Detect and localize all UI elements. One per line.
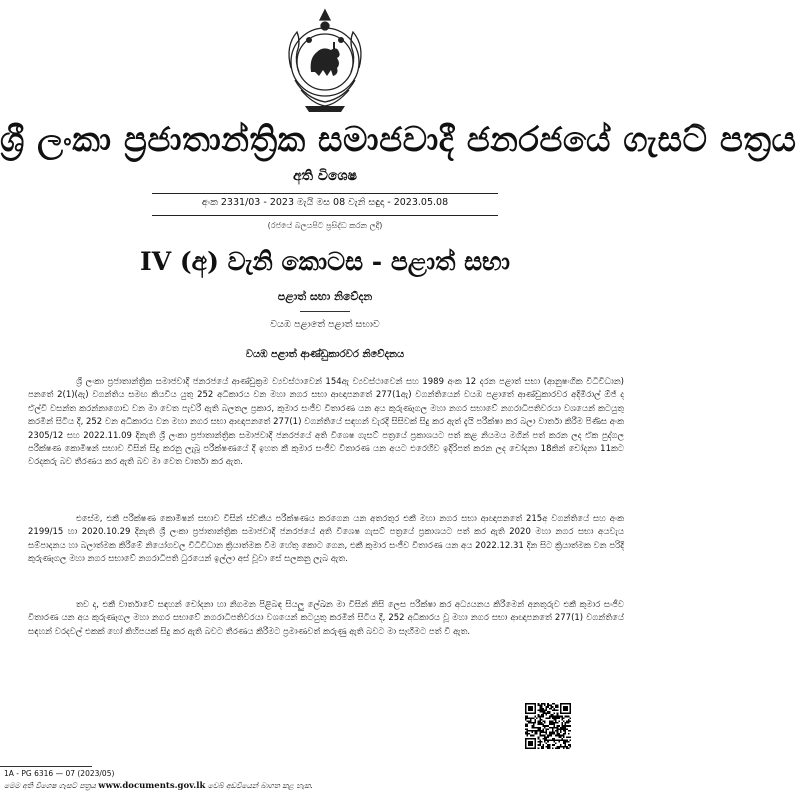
issue-line-bottom-rule — [152, 215, 498, 216]
footer-rule — [0, 766, 92, 767]
extraordinary-label: අති විශෙෂ — [293, 168, 357, 184]
notice-title: වයඹ පළාත් ආණ්ඩුකාරවර නිවේදනය — [245, 349, 405, 360]
body-paragraph-2: එසේම, එකී පරීක්ෂණ කොමිෂන් සභාව විසින් ස්වකීය පරීක්ෂණය කරගෙන යන අතරතුර එකී මහා නගර සභා ආඥාපනතේ 215අ වගන්තියේ සහ අංක 2199/15 හා 2020.10.29 දිනැති ශ්‍රී ලංකා ප්‍රජාතාන්ත්‍රික සමාජවාදී ජනරජයේ අති විශෙෂ ගැසට් පත්‍රයේ ප්‍රකාශයට පත් කර ඇති 2020 මහා නගර සභා අයවැය සම්පාදනය හා බලාත්මක කිරීමේ නියෝගවල විධිවිධාන ක්‍රියාත්මක වීම හේතු කොට ගෙන, එකී කුමාර සංජීව විතාරණ යන අය 2022.12.31 දින සිට ක්‍රියාත්මක වන පරිදි කුරුණෑගල මහා නගර සභාවේ නගරාධිපති ධුරයෙන් ඉල්ලා අස් වූවා සේ සලකනු ලැබ ඇත. — [28, 514, 624, 565]
issue-line-top-rule — [152, 193, 498, 194]
authority-line: (රජයේ බලයපිට ප්‍රසිද්ධ කරන ලදී) — [267, 221, 383, 230]
section-name: වයඹ පළාතේ පළාත් සභාව — [270, 319, 380, 330]
body-paragraph-1: ශ්‍රී ලංකා ප්‍රජාතාන්ත්‍රික සමාජවාදී ජනරජයේ ආණ්ඩුක්‍රම ව්‍යවස්ථාවෙන් 154ඇ ව්‍යවස්ථාවෙන් සහ 1989 අංක 12 දරන පළාත් සභා (ආනුෂංගික විධිවිධාන) පනතේ 2(1)(ඇ) වගන්තිය සමඟ කියවිය යුතු 252 අධිකාරය වන මහා නගර සභා ආඥාපනතේ 277(1ඇ) වගන්තියෙන් වයඹ පළාතේ ආණ්ඩුකාරවර අදිමිරාල් ඕජ් ද ඒ‍ල්වි වසන්ත කරන්නාගොඩ වන මා වෙත පැවරී ඇති බලතල ප්‍රකාර, කුමාර සංජීව විතාරණ යන අය කුරුණෑගල මහා නගර සභාවේ නගරාධිපතිවරයා වශයෙන් කටයුතු කරමින් සිටිය දී, 252 වන අධිකාරය වන මහා නගර සභා ආඥාපනතේ 277(1) වගන්තියේ සඳහන් වැරදි සිසිවක් සිදු කර ඇත් දැයි පරීක්ෂා කර බලා වාර්තා කිරීම පිණිස අංක 2305/12 සහ 2022.11.09 දිනැති ශ්‍රී ලංකා ප්‍රජාතාන්ත්‍රික සමාජවාදී ජනරජයේ අති විශෙෂ ගැසට් පත්‍රයේ ප්‍රකාශයට පත් කළ නියමය මගින් පත් කරන ලද ඒක පුද්ගල පරීක්ෂණ කොමිෂන් සභාව විසින් සිදු කරනු ලැබූ පරීක්ෂණයේ දී ඉහත කී කුමාර සංජීව විතාරණ යන අයට එරෙහිව ඉදිරිපත් කරන ලද චෝදනා 18කින් චෝදනා 11කට වරදකරු බව තීරණය කර ඇති බව මා වෙත වාර්තා කර ඇත. — [28, 377, 624, 468]
sri-lanka-emblem-icon — [275, 6, 375, 114]
section-divider — [300, 311, 350, 312]
documents-website-link[interactable]: www.documents.gov.lk — [98, 781, 206, 791]
footer-note-suffix: වෙබ් අඩවියෙන් බාගත කළ හැක. — [207, 781, 313, 790]
gazette-title: ශ්‍රී ලංකා ප්‍රජාතාන්ත්‍රික සමාජවාදී ජනරජයේ ගැසට් පත්‍රය — [0, 120, 796, 160]
footer-note-prefix: මෙම අති විශෙෂ ගැසට් පත්‍රය — [4, 781, 96, 790]
footer-download-note — [4, 781, 313, 791]
issue-line: අංක 2331/03 - 2023 මැයි මස 08 වැනි සඳුදා - 2023.05.08 — [201, 197, 449, 208]
part-heading: IV (අ) වැනි කොටස - පළාත් සභා — [140, 247, 510, 276]
qr-code-icon[interactable] — [525, 703, 571, 749]
part-subheading: පළාත් සභා නිවේදන — [277, 290, 373, 303]
footer-print-code: 1A - PG 6316 — 07 (2023/05) — [4, 769, 115, 778]
body-paragraph-3: තව ද, එකී වාර්තාවේ සඳහන් චෝදනා හා නිගමන පිළිබඳ සියලු ලේඛන මා විසින් නිසි ලෙස පරීක්ෂා කර අධ්‍යයනය කිරීමෙන් අනතුරුව එකී කුමාර සංජීව විතාරණ යන අය කුරුණෑගල මහා නගර සභාවේ නගරාධිපතිවරයා වශයෙන් කටයුතු කරමින් සිටිය දී, 252 අධිකාරය වූ මහා නගර සභා ආඥාපනතේ 277(1) වගන්තියේ සඳහන් වරදවල් එකක් හෝ කිහිපයක් සිදු කර ඇති බවට තීරණය කිරීමට ප්‍රමාණවත් කරුණු ඇති බවට මා සෑහීමට පත් වී ඇත. — [28, 600, 624, 637]
